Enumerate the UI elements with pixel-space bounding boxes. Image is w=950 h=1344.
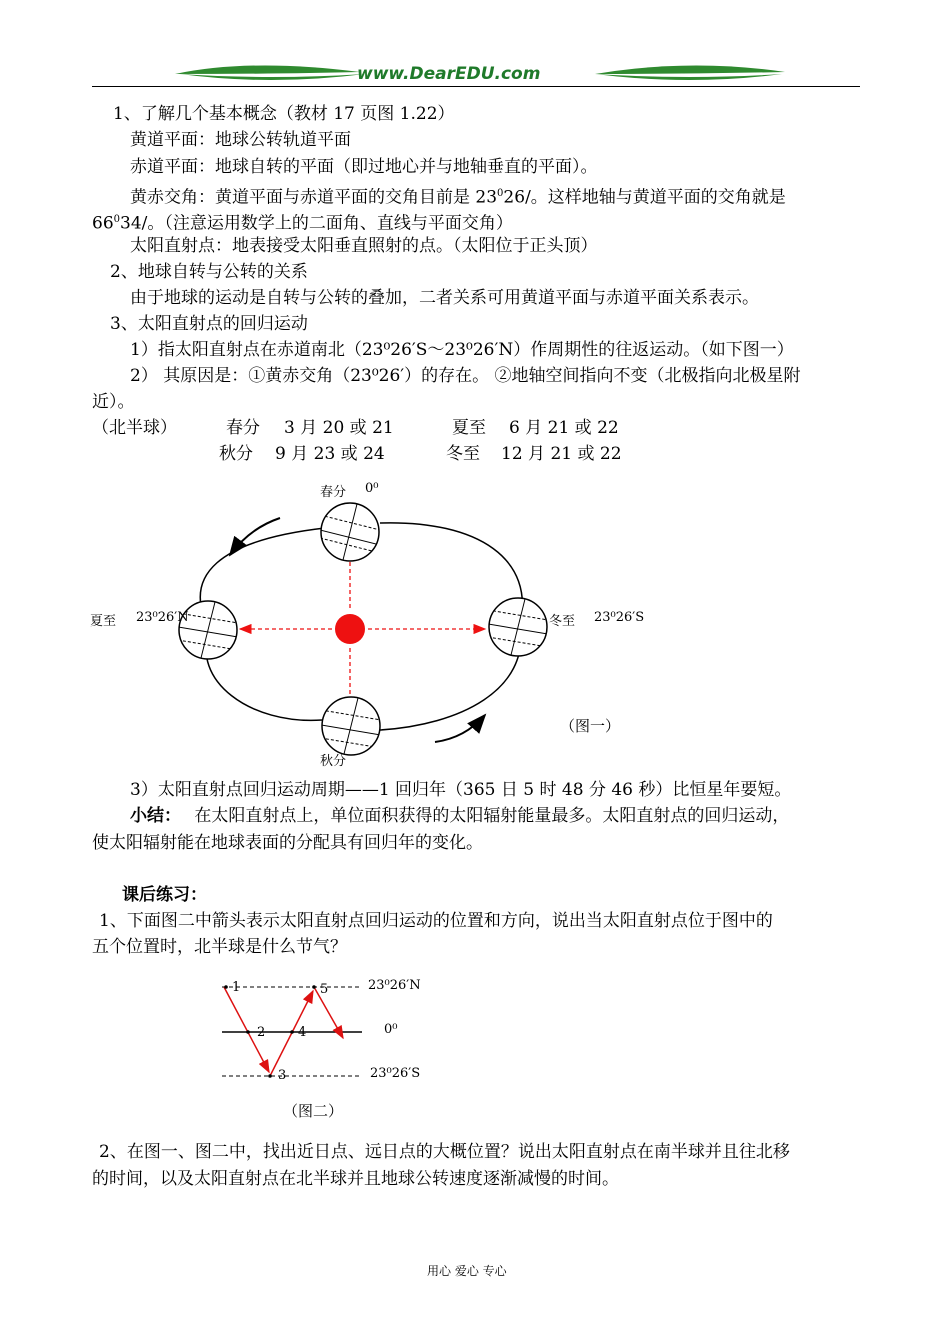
equator-definition: 赤道平面：地球自转的平面（即过地心并与地轴垂直的平面）。 [130,157,598,177]
obliquity-definition: 黄赤交角：黄道平面与赤道平面的交角目前是 $23^026/$。这样地轴与黄道平面的交角就是 [130,187,786,208]
summary-line-1: 小结： 在太阳直射点上，单位面积获得的太阳辐射能量最多。太阳直射点的回归运动， [130,806,790,826]
fig1-summer-degree: 23⁰26′N [136,610,189,625]
figure-2-diagram [210,975,470,1087]
point-1-dot [224,985,228,989]
section-3-point-2-cont: 近）。 [92,392,135,412]
section-2-body: 由于地球的运动是自转与公转的叠加，二者关系可用黄道平面与赤道平面关系表示。 [130,288,759,308]
point-1-label: 1 [232,980,241,995]
section-2-title: 2、地球自转与公转的关系 [110,262,308,282]
section-3-point-1: 1）指太阳直射点在赤道南北（23⁰26′S～23⁰26′N）作周期性的往返运动。（如下图一） [130,340,794,360]
fig1-summer-label: 夏至 [90,614,117,629]
earth-spring [320,500,380,564]
point-4-label: 4 [298,1025,307,1040]
fig1-autumn-label: 秋分 [320,754,347,769]
autumn-equinox-date: 9 月 23 或 24 [275,444,385,464]
section-3-point-2: 2） 其原因是：①黄赤交角（23⁰26′）的存在。 ②地轴空间指向不变（北极指向北极星附 [130,366,801,386]
earth-autumn [321,694,381,758]
subsolar-definition: 太阳直射点：地表接受太阳垂直照射的点。（太阳位于正头顶） [130,236,598,256]
sun [335,614,365,644]
obliquity-continuation: $66^034/$。（注意运用数学上的二面角、直线与平面交角） [92,213,513,234]
earth-winter [488,595,548,659]
figure-2-caption: （图二） [283,1102,344,1120]
point-2-dot [246,1030,250,1034]
northern-hemisphere-label: （北半球） [92,418,177,438]
header-divider [92,86,860,87]
footer-text: 用心 爱心 专心 [427,1264,507,1278]
point-5-label: 5 [320,982,329,997]
fig2-south-label: 23⁰26′S [370,1066,421,1081]
question-1-line-1: 1、下面图二中箭头表示太阳直射点回归运动的位置和方向，说出当太阳直射点位于图中的 [99,911,773,931]
figure-1-caption: （图一） [560,717,621,735]
question-2-line-1: 2、在图一、图二中，找出近日点、远日点的大概位置？说出太阳直射点在南半球并且往北移 [99,1142,790,1162]
question-2-line-2: 的时间，以及太阳直射点在北半球并且地球公转速度逐渐减慢的时间。 [92,1169,619,1189]
earth-summer [178,598,238,662]
point-4-dot [290,1030,294,1034]
point-5-dot [312,985,316,989]
summary-label: 小结： [130,806,181,826]
spring-equinox-label: 春分 [226,418,260,438]
winter-solstice-label: 冬至 [446,444,480,464]
fig1-spring-degree: 0⁰ [365,481,379,496]
winter-solstice-date: 12 月 21 或 22 [501,444,622,464]
fig2-equator-label: 0⁰ [384,1022,398,1037]
summer-solstice-date: 6 月 21 或 22 [509,418,619,438]
logo-text: www.DearEDU.com [357,64,541,84]
question-1-line-2: 五个位置时，北半球是什么节气？ [92,937,347,957]
point-3-dot [268,1074,272,1078]
section-3-point-3: 3）太阳直射点回归运动周期——1 回归年（365 日 5 时 48 分 46 秒）比恒星年要短。 [130,780,792,800]
summer-solstice-label: 夏至 [452,418,486,438]
fig1-winter-degree: 23⁰26′S [594,610,645,625]
section-1-title: 1、了解几个基本概念（教材 17 页图 1.22） [113,104,455,124]
point-2-label: 2 [257,1025,266,1040]
fig2-north-label: 23⁰26′N [368,978,421,993]
exercise-title: 课后练习： [122,885,207,905]
fig1-winter-label: 冬至 [549,614,576,629]
point-3-label: 3 [278,1068,287,1083]
path-5-onward [314,987,343,1038]
fig1-spring-label: 春分 [320,485,347,500]
ecliptic-definition: 黄道平面：地球公转轨道平面 [130,130,351,150]
section-3-title: 3、太阳直射点的回归运动 [110,314,308,334]
summary-line-2: 使太阳辐射能在地球表面的分配具有回归年的变化。 [92,833,483,853]
autumn-equinox-label: 秋分 [219,444,253,464]
spring-equinox-date: 3 月 20 或 21 [284,418,394,438]
